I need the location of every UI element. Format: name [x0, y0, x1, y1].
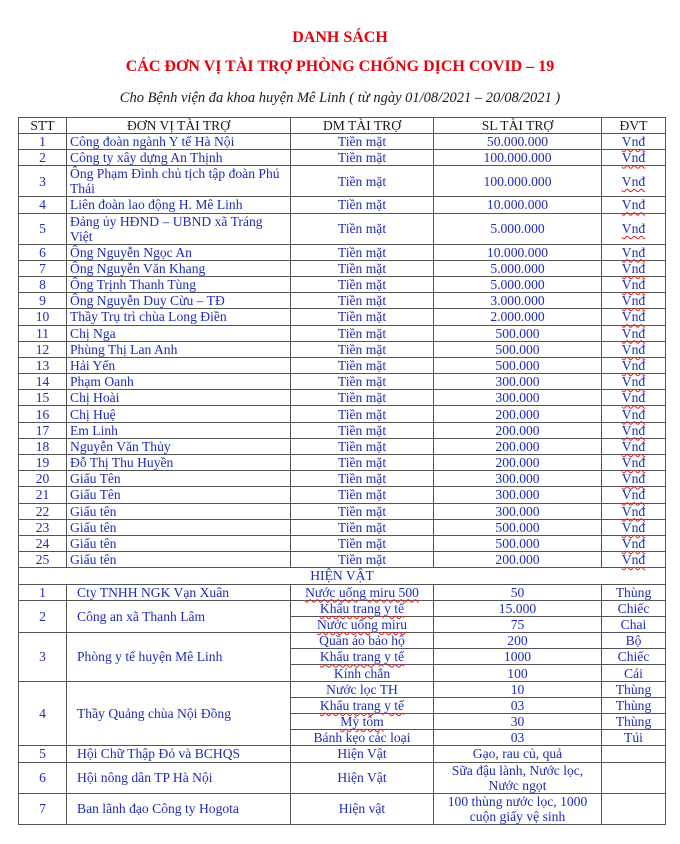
header-unit: ĐƠN VỊ TÀI TRỢ	[67, 118, 291, 134]
table-row	[19, 260, 666, 276]
row-unit	[602, 455, 666, 471]
header-measure: ĐVT	[602, 118, 666, 134]
row-stt: 1	[19, 134, 67, 150]
table-row	[19, 390, 666, 406]
row-category: Tiền mặt	[291, 213, 434, 244]
row-category: Tiền mặt	[291, 341, 434, 357]
row-amount: 200.000	[434, 455, 602, 471]
row-category	[291, 584, 434, 600]
row-unit: Thùng	[602, 714, 666, 730]
row-unit	[602, 166, 666, 197]
row-unit-text: Vnđ	[621, 422, 646, 438]
row-category: Kính chắn	[291, 665, 434, 681]
row-unit-text: Vnđ	[621, 309, 646, 325]
row-category: Tiền mặt	[291, 406, 434, 422]
table-row	[19, 357, 666, 373]
row-amount: 200.000	[434, 438, 602, 454]
row-unit	[602, 197, 666, 213]
row-unit	[602, 260, 666, 276]
row-unit-text: Vnđ	[621, 374, 646, 390]
row-unit-text: Vnđ	[621, 390, 646, 406]
row-stt: 7	[19, 793, 67, 824]
row-category-text: Nước uống miru 500	[305, 584, 419, 600]
row-unit	[602, 213, 666, 244]
document-heading: CÁC ĐƠN VỊ TÀI TRỢ PHÒNG CHỐNG DỊCH COVID – 19	[125, 58, 555, 75]
row-stt: 6	[19, 244, 67, 260]
table-row	[19, 309, 666, 325]
table-row	[19, 325, 666, 341]
row-sponsor-name: Thầy Trụ trì chùa Long Điền	[67, 309, 291, 325]
table-row	[19, 681, 666, 697]
row-amount: Gạo, rau củ, quả	[434, 746, 602, 762]
table-row	[19, 438, 666, 454]
row-unit	[602, 406, 666, 422]
row-amount: 200.000	[434, 406, 602, 422]
row-stt: 16	[19, 406, 67, 422]
row-stt: 3	[19, 633, 67, 682]
row-amount: 15.000	[434, 600, 602, 616]
row-sponsor-name: Ông Trịnh Thanh Tùng	[67, 276, 291, 292]
row-unit-text: Vnđ	[621, 341, 646, 357]
section-title: HIỆN VẬT	[19, 568, 666, 584]
row-category: Tiền mặt	[291, 357, 434, 373]
row-category-text: Khẩu trang y tế	[319, 697, 405, 713]
table-row	[19, 341, 666, 357]
row-category	[291, 600, 434, 616]
table-row	[19, 244, 666, 260]
table-row	[19, 150, 666, 166]
row-amount: 5.000.000	[434, 260, 602, 276]
table-row	[19, 519, 666, 535]
row-sponsor-name: Giấu tên	[67, 552, 291, 568]
row-stt: 4	[19, 197, 67, 213]
row-category: Tiền mặt	[291, 244, 434, 260]
table-row	[19, 600, 666, 616]
row-unit: Thùng	[602, 584, 666, 600]
row-stt: 6	[19, 762, 67, 793]
row-sponsor-name: Giấu tên	[67, 519, 291, 535]
table-row	[19, 552, 666, 568]
row-sponsor-name: Hội nông dân TP Hà Nội	[67, 762, 291, 793]
row-unit-text: Vnđ	[621, 221, 646, 237]
row-unit-text: Vnđ	[621, 357, 646, 373]
row-stt: 12	[19, 341, 67, 357]
row-unit	[602, 762, 666, 793]
row-amount: 2.000.000	[434, 309, 602, 325]
table-row	[19, 487, 666, 503]
row-amount: 500.000	[434, 535, 602, 551]
row-sponsor-name: Phùng Thị Lan Anh	[67, 341, 291, 357]
row-unit-text: Vnđ	[621, 173, 646, 189]
row-unit: Thùng	[602, 681, 666, 697]
row-unit: Bộ	[602, 633, 666, 649]
row-category: Tiền mặt	[291, 422, 434, 438]
row-unit	[602, 244, 666, 260]
row-amount: 200	[434, 633, 602, 649]
document-subtitle: Cho Bệnh viện đa khoa huyện Mê Linh ( từ ngày 01/08/2021 – 20/08/2021 )	[119, 90, 561, 106]
row-unit	[602, 746, 666, 762]
row-amount: 03	[434, 697, 602, 713]
row-amount: 100	[434, 665, 602, 681]
table-row	[19, 197, 666, 213]
row-sponsor-name: Ông Nguyễn Ngọc An	[67, 244, 291, 260]
header-amount: SL TÀI TRỢ	[434, 118, 602, 134]
row-category-text: Nước uống miru	[316, 616, 408, 632]
row-category: Tiền mặt	[291, 503, 434, 519]
row-sponsor-name: Ông Nguyễn Duy Cừu – TĐ	[67, 293, 291, 309]
row-category: Tiền mặt	[291, 487, 434, 503]
row-category: Tiền mặt	[291, 150, 434, 166]
row-sponsor-name: Ông Phạm Đình chủ tịch tập đoàn Phú Thái	[67, 166, 291, 197]
row-category: Tiền mặt	[291, 390, 434, 406]
row-category: Hiện Vật	[291, 762, 434, 793]
row-unit-text: Vnđ	[621, 455, 646, 471]
row-category	[291, 649, 434, 665]
row-amount: 50	[434, 584, 602, 600]
row-unit-text: Vnđ	[621, 325, 646, 341]
table-row	[19, 134, 666, 150]
table-row	[19, 746, 666, 762]
row-unit-text: Vnđ	[621, 552, 646, 568]
table-row	[19, 166, 666, 197]
row-category	[291, 616, 434, 632]
row-stt: 22	[19, 503, 67, 519]
row-category: Bánh kẹo các loại	[291, 730, 434, 746]
row-unit	[602, 422, 666, 438]
row-unit	[602, 325, 666, 341]
row-unit-text: Vnđ	[621, 487, 646, 503]
row-stt: 10	[19, 309, 67, 325]
row-amount: 500.000	[434, 341, 602, 357]
table-row	[19, 762, 666, 793]
row-amount: 500.000	[434, 519, 602, 535]
sponsor-table	[18, 117, 666, 825]
row-stt: 2	[19, 150, 67, 166]
table-row	[19, 503, 666, 519]
table-row	[19, 374, 666, 390]
row-sponsor-name: Chị Huệ	[67, 406, 291, 422]
row-category: Tiền mặt	[291, 276, 434, 292]
document-title: DANH SÁCH	[292, 29, 388, 46]
row-amount: 75	[434, 616, 602, 632]
row-unit	[602, 503, 666, 519]
row-unit: Chai	[602, 616, 666, 632]
row-category: Tiền mặt	[291, 438, 434, 454]
row-stt: 19	[19, 455, 67, 471]
table-body	[19, 134, 666, 825]
row-amount: 10.000.000	[434, 197, 602, 213]
row-sponsor-name: Chị Hoài	[67, 390, 291, 406]
row-sponsor-name: Hội Chữ Thập Đỏ và BCHQS	[67, 746, 291, 762]
row-category-text: Khẩu trang y tế	[319, 649, 405, 665]
table-row	[19, 422, 666, 438]
row-sponsor-name: Chị Nga	[67, 325, 291, 341]
row-amount: Sữa đậu lành, Nước lọc, Nước ngọt	[434, 762, 602, 793]
row-stt: 17	[19, 422, 67, 438]
row-stt: 14	[19, 374, 67, 390]
row-unit	[602, 793, 666, 824]
row-stt: 20	[19, 471, 67, 487]
table-row	[19, 213, 666, 244]
row-unit-text: Vnđ	[621, 277, 646, 293]
row-unit	[602, 374, 666, 390]
row-amount: 500.000	[434, 325, 602, 341]
row-category: Tiền mặt	[291, 166, 434, 197]
row-unit: Thùng	[602, 697, 666, 713]
row-unit	[602, 438, 666, 454]
row-sponsor-name: Hải Yến	[67, 357, 291, 373]
row-unit-text: Vnđ	[621, 471, 646, 487]
table-header-row	[19, 118, 666, 134]
row-stt: 24	[19, 535, 67, 551]
row-unit	[602, 276, 666, 292]
row-unit-text: Vnđ	[621, 536, 646, 552]
row-category: Tiền mặt	[291, 552, 434, 568]
row-stt: 25	[19, 552, 67, 568]
row-unit-text: Vnđ	[621, 293, 646, 309]
row-category: Tiền mặt	[291, 325, 434, 341]
row-unit	[602, 471, 666, 487]
row-unit	[602, 535, 666, 551]
row-unit	[602, 357, 666, 373]
table-row	[19, 471, 666, 487]
row-sponsor-name: Giấu Tên	[67, 471, 291, 487]
row-amount: 500.000	[434, 357, 602, 373]
row-amount: 300.000	[434, 471, 602, 487]
row-unit	[602, 552, 666, 568]
table-row	[19, 455, 666, 471]
row-unit: Chiếc	[602, 600, 666, 616]
row-category: Tiền mặt	[291, 471, 434, 487]
row-category	[291, 714, 434, 730]
row-unit-text: Vnđ	[621, 519, 646, 535]
row-unit	[602, 309, 666, 325]
row-stt: 4	[19, 681, 67, 746]
row-unit-text: Vnđ	[621, 438, 646, 454]
row-amount: 30	[434, 714, 602, 730]
row-sponsor-name: Đảng ủy HĐND – UBND xã Tráng Việt	[67, 213, 291, 244]
row-amount: 200.000	[434, 552, 602, 568]
row-amount: 300.000	[434, 374, 602, 390]
row-sponsor-name: Ban lãnh đạo Công ty Hogota	[67, 793, 291, 824]
header-category: DM TÀI TRỢ	[291, 118, 434, 134]
row-unit: Chiếc	[602, 649, 666, 665]
row-stt: 15	[19, 390, 67, 406]
row-category: Tiền mặt	[291, 134, 434, 150]
row-sponsor-name: Phòng y tế huyện Mê Linh	[67, 633, 291, 682]
row-sponsor-name: Công đoàn ngành Y tế Hà Nội	[67, 134, 291, 150]
table-row	[19, 633, 666, 649]
header-stt: STT	[19, 118, 67, 134]
row-stt: 18	[19, 438, 67, 454]
row-amount: 300.000	[434, 503, 602, 519]
row-amount: 10.000.000	[434, 244, 602, 260]
row-category: Tiền mặt	[291, 197, 434, 213]
row-amount: 200.000	[434, 422, 602, 438]
row-unit	[602, 390, 666, 406]
row-amount: 50.000.000	[434, 134, 602, 150]
row-sponsor-name: Đỗ Thị Thu Huyền	[67, 455, 291, 471]
row-unit	[602, 150, 666, 166]
row-category-text: Mỳ tôm	[340, 714, 384, 730]
row-category: Tiền mặt	[291, 455, 434, 471]
row-stt: 5	[19, 746, 67, 762]
row-sponsor-name: Giấu Tên	[67, 487, 291, 503]
row-unit: Cái	[602, 665, 666, 681]
table-row	[19, 406, 666, 422]
row-unit-text: Vnđ	[621, 503, 646, 519]
table-row	[19, 584, 666, 600]
row-unit-text: Vnđ	[621, 244, 646, 260]
row-category: Tiền mặt	[291, 293, 434, 309]
row-stt: 21	[19, 487, 67, 503]
row-amount: 100 thùng nước lọc, 1000 cuộn giấy vệ sinh	[434, 793, 602, 824]
row-category: Tiền mặt	[291, 535, 434, 551]
row-sponsor-name: Phạm Oanh	[67, 374, 291, 390]
row-amount: 1000	[434, 649, 602, 665]
row-sponsor-name: Công ty xây dựng An Thịnh	[67, 150, 291, 166]
row-unit-text: Vnđ	[621, 260, 646, 276]
row-category: Tiền mặt	[291, 374, 434, 390]
row-category: Hiện Vật	[291, 746, 434, 762]
table-row	[19, 276, 666, 292]
row-amount: 10	[434, 681, 602, 697]
row-sponsor-name: Giấu tên	[67, 503, 291, 519]
row-stt: 8	[19, 276, 67, 292]
row-sponsor-name: Ông Nguyễn Văn Khang	[67, 260, 291, 276]
row-amount: 5.000.000	[434, 276, 602, 292]
row-amount: 03	[434, 730, 602, 746]
row-sponsor-name: Cty TNHH NGK Vạn Xuân	[67, 584, 291, 600]
row-stt: 9	[19, 293, 67, 309]
row-category: Tiền mặt	[291, 260, 434, 276]
row-unit	[602, 134, 666, 150]
row-amount: 300.000	[434, 487, 602, 503]
row-sponsor-name: Công an xã Thanh Lâm	[67, 600, 291, 632]
row-stt: 1	[19, 584, 67, 600]
row-sponsor-name: Liên đoàn lao động H. Mê Linh	[67, 197, 291, 213]
row-stt: 23	[19, 519, 67, 535]
row-unit-text: Vnđ	[621, 150, 646, 166]
row-unit-text: Vnđ	[621, 197, 646, 213]
row-unit-text: Vnđ	[621, 134, 646, 150]
row-stt: 2	[19, 600, 67, 632]
row-sponsor-name: Em Linh	[67, 422, 291, 438]
row-category: Quần áo bảo hộ	[291, 633, 434, 649]
row-category: Nước lọc TH	[291, 681, 434, 697]
table-row	[19, 535, 666, 551]
row-unit	[602, 519, 666, 535]
row-unit	[602, 293, 666, 309]
row-stt: 7	[19, 260, 67, 276]
row-stt: 3	[19, 166, 67, 197]
row-amount: 100.000.000	[434, 150, 602, 166]
row-sponsor-name: Nguyễn Văn Thủy	[67, 438, 291, 454]
row-category: Hiện vật	[291, 793, 434, 824]
row-category-text: Khẩu trang y tế	[319, 600, 405, 616]
row-sponsor-name: Thầy Quảng chùa Nội Đồng	[67, 681, 291, 746]
table-row	[19, 793, 666, 824]
row-stt: 5	[19, 213, 67, 244]
row-amount: 300.000	[434, 390, 602, 406]
row-amount: 100.000.000	[434, 166, 602, 197]
row-stt: 13	[19, 357, 67, 373]
row-unit-text: Vnđ	[621, 406, 646, 422]
row-sponsor-name: Giấu tên	[67, 535, 291, 551]
row-amount: 5.000.000	[434, 213, 602, 244]
section-header-row	[19, 568, 666, 584]
table-row	[19, 293, 666, 309]
row-stt: 11	[19, 325, 67, 341]
row-category	[291, 697, 434, 713]
row-unit: Túi	[602, 730, 666, 746]
row-unit	[602, 341, 666, 357]
row-amount: 3.000.000	[434, 293, 602, 309]
row-category: Tiền mặt	[291, 309, 434, 325]
row-unit	[602, 487, 666, 503]
row-category: Tiền mặt	[291, 519, 434, 535]
